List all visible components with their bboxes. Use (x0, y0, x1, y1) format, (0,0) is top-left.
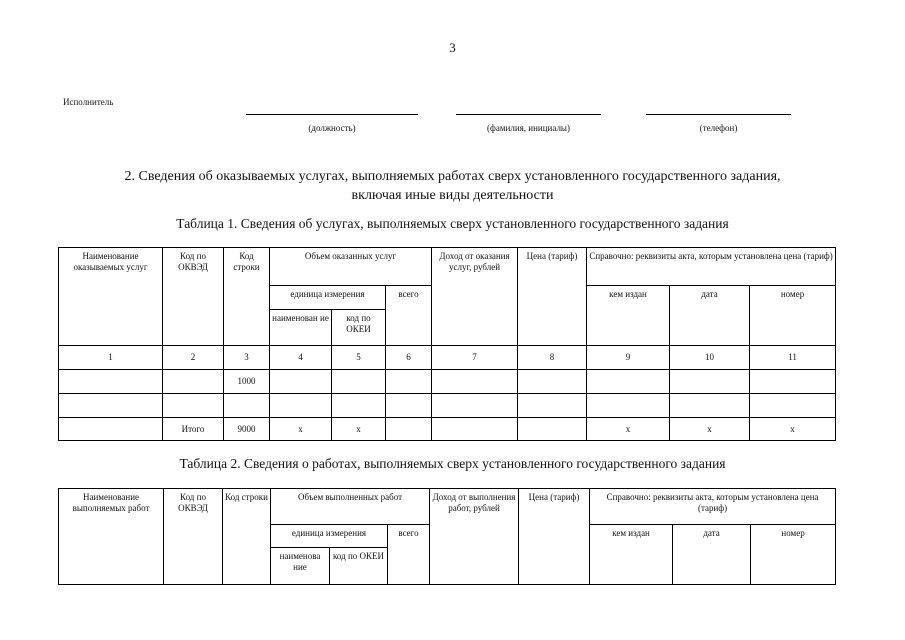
table-row (59, 394, 836, 418)
t2-header-okei: код по ОКЕИ (330, 548, 388, 585)
t2-header-unit-name: наименова ние (271, 548, 330, 585)
table-cell (386, 394, 432, 418)
t1-header-ref: Справочно: реквизиты акта, которым установлена цена (тариф) (587, 248, 836, 286)
t2-header-ref: Справочно: реквизиты акта, которым установлена цена (тариф) (590, 489, 836, 525)
table-cell (750, 370, 836, 394)
table-cell (59, 418, 163, 441)
t1-colnum: 5 (332, 346, 386, 370)
table-cell (270, 370, 332, 394)
t1-colnum: 6 (386, 346, 432, 370)
t1-colnum: 10 (670, 346, 750, 370)
t2-header-volume: Объем выполненных работ (271, 489, 430, 525)
t1-colnum: 7 (432, 346, 518, 370)
table-row (59, 370, 836, 394)
table-cell (163, 394, 224, 418)
table-cell: Итого (163, 418, 224, 441)
table-cell (670, 370, 750, 394)
table-cell: x (270, 418, 332, 441)
t2-header-name: Наименование выполняемых работ (59, 489, 164, 585)
t1-header-number: номер (750, 286, 836, 346)
t2-header-row-code: Код строки (223, 489, 271, 585)
table-cell (332, 394, 386, 418)
executor-label: Исполнитель (63, 97, 114, 107)
table1-caption: Таблица 1. Сведения об услугах, выполняемых сверх установленного государственного задания (176, 216, 729, 231)
t2-header-total: всего (388, 525, 430, 585)
table2-caption: Таблица 2. Сведения о работах, выполняемых сверх установленного государственного задания (179, 456, 726, 471)
t1-header-unit: единица измерения (270, 286, 386, 310)
table-cell (270, 394, 332, 418)
table-cell: 1000 (224, 370, 270, 394)
t2-header-unit: единица измерения (271, 525, 388, 548)
t1-header-date: дата (670, 286, 750, 346)
t2-header-issued-by: кем издан (590, 525, 673, 585)
table-cell (750, 394, 836, 418)
table2-works (58, 488, 836, 585)
t2-header-income: Доход от выполнения работ, рублей (430, 489, 519, 585)
t1-header-name: Наименование оказываемых услуг (59, 248, 163, 346)
t1-header-total: всего (386, 286, 432, 346)
t1-colnum: 8 (518, 346, 587, 370)
t1-header-unit-name: наименован ие (270, 310, 332, 346)
table-cell: x (587, 418, 670, 441)
table-cell: x (332, 418, 386, 441)
table-cell (432, 418, 518, 441)
t1-header-okei: код по ОКЕИ (332, 310, 386, 346)
position-caption: (должность) (308, 123, 356, 133)
t1-header-okved: Код по ОКВЭД (163, 248, 224, 346)
table-cell (432, 394, 518, 418)
t1-colnum: 2 (163, 346, 224, 370)
t1-header-issued-by: кем издан (587, 286, 670, 346)
name-caption: (фамилия, инициалы) (487, 123, 570, 133)
position-signature-line (246, 114, 418, 115)
phone-signature-line (646, 114, 791, 115)
table-cell: x (750, 418, 836, 441)
t1-column-numbers-row (59, 346, 836, 370)
phone-caption: (телефон) (699, 123, 738, 133)
table-cell (163, 370, 224, 394)
t2-header-number: номер (751, 525, 836, 585)
table-cell (59, 370, 163, 394)
table-row-total (59, 418, 836, 441)
table-cell (332, 370, 386, 394)
table-cell (518, 418, 587, 441)
t1-colnum: 11 (750, 346, 836, 370)
section-title-line1: 2. Сведения об оказываемых услугах, выполняемых работах сверх установленного государственного задания, (124, 169, 781, 184)
t2-header-okved: Код по ОКВЭД (164, 489, 223, 585)
table-cell (224, 394, 270, 418)
table-cell (432, 370, 518, 394)
table-cell (386, 418, 432, 441)
section-title-line2: включая иные виды деятельности (351, 188, 554, 203)
t2-header-date: дата (673, 525, 751, 585)
t1-header-income: Доход от оказания услуг, рублей (432, 248, 518, 346)
name-signature-line (456, 114, 601, 115)
t2-header-price: Цена (тариф) (519, 489, 590, 585)
t1-colnum: 1 (59, 346, 163, 370)
table-cell (587, 370, 670, 394)
table-cell (670, 394, 750, 418)
table-cell: 9000 (224, 418, 270, 441)
table-cell (518, 394, 587, 418)
page-number: 3 (449, 40, 456, 55)
table-cell (386, 370, 432, 394)
t1-header-row-code: Код строки (224, 248, 270, 346)
table-cell (587, 394, 670, 418)
t1-header-volume: Объем оказанных услуг (270, 248, 432, 286)
t1-colnum: 4 (270, 346, 332, 370)
t1-header-price: Цена (тариф) (518, 248, 587, 346)
t1-colnum: 9 (587, 346, 670, 370)
table-cell (518, 370, 587, 394)
table1-services (58, 247, 836, 441)
table-cell: x (670, 418, 750, 441)
table-cell (59, 394, 163, 418)
t1-colnum: 3 (224, 346, 270, 370)
